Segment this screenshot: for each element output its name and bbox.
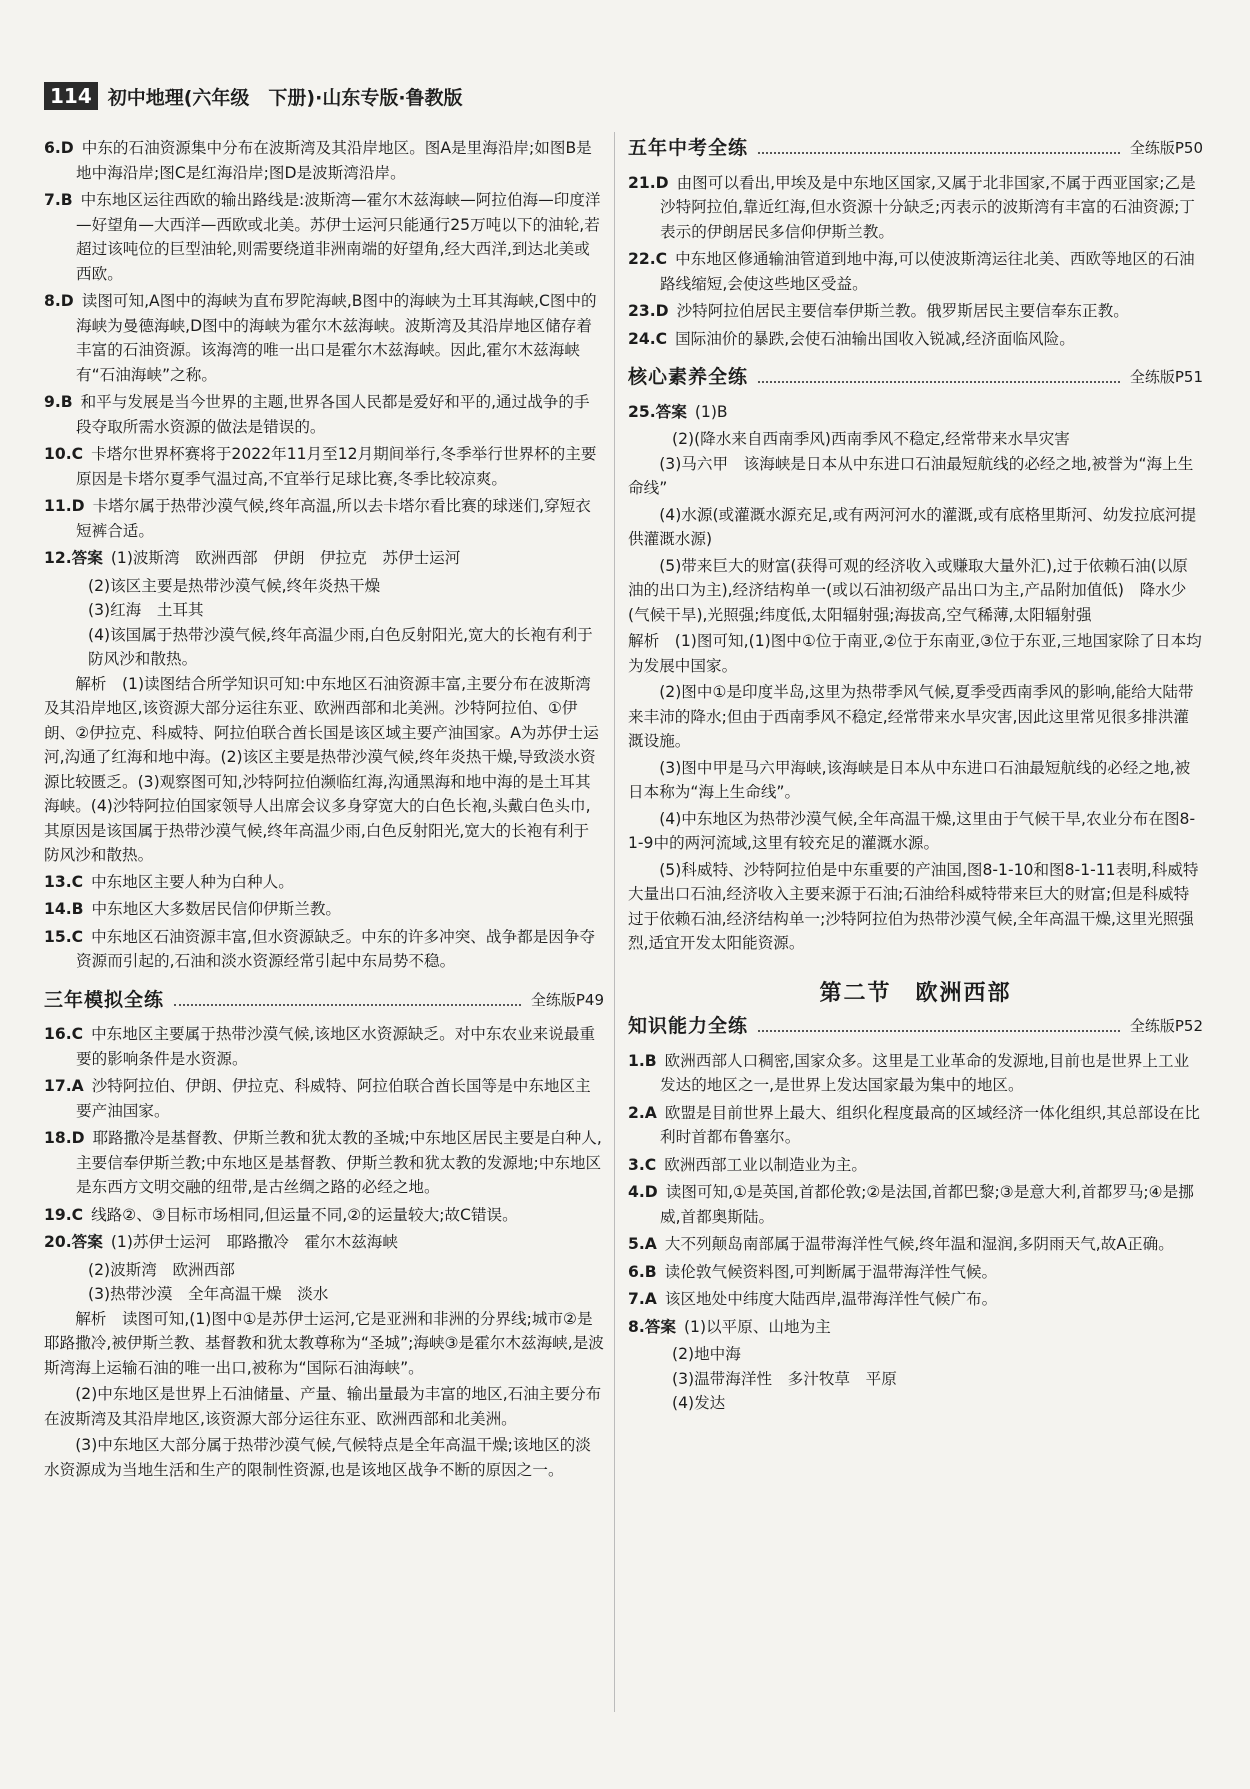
answer-3: 3.C 欧洲西部工业以制造业为主。 bbox=[628, 1155, 867, 1174]
section-header-five-year: 五年中考全练 全练版P50 bbox=[628, 137, 1203, 159]
page-header bbox=[44, 78, 463, 114]
page-number: 114 bbox=[44, 82, 98, 110]
answer-25-analysis-1: 解析 (1)图可知,(1)图中①位于南亚,②位于东南亚,③位于东亚,三地国家除了日本均为发展中国家。 bbox=[628, 632, 1202, 675]
answer-25-analysis-3: (3)图中甲是马六甲海峡,该海峡是日本从中东进口石油最短航线的必经之地,被日本称为“海上生命线”。 bbox=[628, 758, 1191, 801]
answer-7b: 7.A 该区地处中纬度大陆西岸,温带海洋性气候广布。 bbox=[628, 1290, 998, 1308]
answer-4: 4.D 读图可知,①是英国,首都伦敦;②是法国,首都巴黎;③是意大利,首都罗马;④是挪威,首都奥斯陆。 bbox=[628, 1183, 1194, 1226]
answer-20: 20.答案 (1)苏伊士运河 耶路撒冷 霍尔木兹海峡 bbox=[44, 1233, 398, 1251]
answer-12-part3: (3)红海 土耳其 bbox=[88, 601, 204, 619]
column-divider bbox=[614, 132, 615, 1712]
answer-17: 17.A 沙特阿拉伯、伊朗、伊拉克、科威特、阿拉伯联合酋长国等是中东地区主要产油国家。 bbox=[44, 1077, 591, 1120]
answer-1: 1.B 欧洲西部人口稠密,国家众多。这里是工业革命的发源地,目前也是世界上工业发达的地区之一,是世界上发达国家最为集中的地区。 bbox=[628, 1051, 1190, 1094]
left-column bbox=[44, 136, 604, 1484]
answer-13: 13.C 中东地区主要人种为白种人。 bbox=[44, 872, 294, 891]
answer-8b-part3: (3)温带海洋性 多汁牧草 平原 bbox=[672, 1369, 897, 1388]
section-header-three-year: 三年模拟全练 全练版P49 bbox=[44, 988, 604, 1011]
answer-20-analysis-3: (3)中东地区大部分属于热带沙漠气候,气候特点是全年高温干燥;该地区的淡水资源成为当地生活和生产的限制性资源,也是该地区战争不断的原因之一。 bbox=[44, 1436, 591, 1479]
answer-25-part5: (5)带来巨大的财富(获得可观的经济收入或赚取大量外汇),过于依赖石油(以原油的出口为主),经济结构单一(或以石油初级产品出口为主,产品附加值低) 降水少(气候干旱),光照强;纬度低,太阳辐射强;海拔高,空气稀薄,太阳辐射强 bbox=[628, 556, 1188, 624]
answer-8b: 8.答案 (1)以平原、山地为主 bbox=[628, 1317, 831, 1336]
right-column bbox=[628, 136, 1203, 1416]
answer-6: 6.D 中东的石油资源集中分布在波斯湾及其沿岸地区。图A是里海沿岸;如图B是地中海沿岸;图C是红海沿岸;图D是波斯湾沿岸。 bbox=[44, 139, 592, 182]
answer-20-part3: (3)热带沙漠 全年高温干燥 淡水 bbox=[88, 1285, 329, 1303]
answer-21: 21.D 由图可以看出,甲埃及是中东地区国家,又属于北非国家,不属于西亚国家;乙是沙特阿拉伯,靠近红海,但水资源十分缺乏;丙表示的波斯湾有丰富的石油资源;丁表示的伊朗居民多信仰伊斯兰教。 bbox=[628, 173, 1196, 241]
answer-12-part4: (4)该国属于热带沙漠气候,终年高温少雨,白色反射阳光,宽大的长袍有利于防风沙和散热。 bbox=[88, 625, 593, 668]
answer-25-analysis-2: (2)图中①是印度半岛,这里为热带季风气候,夏季受西南季风的影响,能给大陆带来丰沛的降水;但由于西南季风不稳定,经常带来水旱灾害,因此这里常见很多排洪灌溉设施。 bbox=[628, 683, 1194, 750]
answer-20-analysis-2: (2)中东地区是世界上石油储量、产量、输出量最为丰富的地区,石油主要分布在波斯湾及其沿岸地区,该资源大部分运往东亚、欧洲西部和北美洲。 bbox=[44, 1385, 602, 1428]
answer-14: 14.B 中东地区大多数居民信仰伊斯兰教。 bbox=[44, 900, 342, 918]
answer-6b: 6.B 读伦敦气候资料图,可判断属于温带海洋性气候。 bbox=[628, 1262, 998, 1281]
answer-22: 22.C 中东地区修通输油管道到地中海,可以使波斯湾运往北美、西欧等地区的石油路线缩短,会使这些地区受益。 bbox=[628, 250, 1195, 293]
answer-15: 15.C 中东地区石油资源丰富,但水资源缺乏。中东的许多冲突、战争都是因争夺资源而引起的,石油和淡水资源经常引起中东局势不稳。 bbox=[44, 927, 596, 970]
answer-20-part2: (2)波斯湾 欧洲西部 bbox=[88, 1260, 235, 1279]
answer-8b-part2: (2)地中海 bbox=[672, 1345, 741, 1363]
answer-18: 18.D 耶路撒冷是基督教、伊斯兰教和犹太教的圣城;中东地区居民主要是白种人,主要信奉伊斯兰教;中东地区是基督教、伊斯兰教和犹太教的发源地;中东地区是东西方文明交融的纽带,是古丝绸之路的必经之地。 bbox=[44, 1129, 602, 1196]
answer-7: 7.B 中东地区运往西欧的输出路线是:波斯湾—霍尔木兹海峡—阿拉伯海—印度洋—好望角—大西洋—西欧或北美。苏伊士运河只能通行25万吨以下的油轮,若超过该吨位的巨型油轮,则需要绕道非洲南端的好望角,经大西洋,到达北美或西欧。 bbox=[44, 191, 601, 283]
answer-25: 25.答案 (1)B bbox=[628, 402, 728, 421]
answer-25-analysis-5: (5)科威特、沙特阿拉伯是中东重要的产油国,图8-1-10和图8-1-11表明,科威特大量出口石油,经济收入主要来源于石油;石油给科威特带来巨大的财富;但是科威特过于依赖石油,经济结构单一;沙特阿拉伯为热带沙漠气候,全年高温干燥,这里光照强烈,适宜开发太阳能资源。 bbox=[628, 860, 1199, 952]
answer-25-part4: (4)水源(或灌溉水源充足,或有两河河水的灌溉,或有底格里斯河、幼发拉底河提供灌溉水源) bbox=[628, 505, 1197, 548]
answer-12: 12.答案 (1)波斯湾 欧洲西部 伊朗 伊拉克 苏伊士运河 bbox=[44, 549, 461, 567]
answer-12-part2: (2)该区主要是热带沙漠气候,终年炎热干燥 bbox=[88, 576, 381, 595]
answer-12-analysis: 解析 (1)读图结合所学知识可知:中东地区石油资源丰富,主要分布在波斯湾及其沿岸地区,该资源大部分运往东亚、欧洲西部和北美洲。沙特阿拉伯、①伊朗、②伊拉克、科威特、阿拉伯联合酋长国是该区域主要产油国家。A为苏伊士运河,沟通了红海和地中海。(2)该区主要是热带沙漠气候,终年炎热干燥,导致淡水资源比较匮乏。(3)观察图可知,沙特阿拉伯濒临红海,沟通黑海和地中海的是土耳其海峡。(4)沙特阿拉伯国家领导人出席会议多身穿宽大的白色长袍,头戴白色头巾,其原因是该国属于热带沙漠气候,终年高温少雨,白色反射阳光,宽大的长袍有利于防风沙和散热。 bbox=[44, 674, 599, 864]
answer-10: 10.C 卡塔尔世界杯赛将于2022年11月至12月期间举行,冬季举行世界杯的主要原因是卡塔尔夏季气温过高,不宜举行足球比赛,冬季比较凉爽。 bbox=[44, 445, 597, 488]
answer-8: 8.D 读图可知,A图中的海峡为直布罗陀海峡,B图中的海峡为土耳其海峡,C图中的海峡为曼德海峡,D图中的海峡为霍尔木兹海峡。波斯湾及其沿岸地区储存着丰富的石油资源。该海湾的唯一出口是霍尔木兹海峡。因此,霍尔木兹海峡有“石油海峡”之称。 bbox=[44, 292, 597, 384]
answer-23: 23.D 沙特阿拉伯居民主要信奉伊斯兰教。俄罗斯居民主要信奉东正教。 bbox=[628, 302, 1129, 320]
answer-19: 19.C 线路②、③目标市场相同,但运量不同,②的运量较大;故C错误。 bbox=[44, 1205, 518, 1224]
answer-25-part2: (2)(降水来自西南季风)西南季风不稳定,经常带来水旱灾害 bbox=[672, 430, 1070, 448]
answer-20-analysis-1: 解析 读图可知,(1)图中①是苏伊士运河,它是亚洲和非洲的分界线;城市②是耶路撒冷,被伊斯兰教、基督教和犹太教尊称为“圣城”;海峡③是霍尔木兹海峡,是波斯湾海上运输石油的唯一出口,被称为“国际石油海峡”。 bbox=[44, 1309, 604, 1377]
answer-25-analysis-4: (4)中东地区为热带沙漠气候,全年高温干燥,这里由于气候干旱,农业分布在图8-1-9中的两河流域,这里有较充足的灌溉水源。 bbox=[628, 809, 1196, 852]
answer-2: 2.A 欧盟是目前世界上最大、组织化程度最高的区域经济一体化组织,其总部设在比利时首都布鲁塞尔。 bbox=[628, 1103, 1200, 1146]
section-header-knowledge: 知识能力全练 全练版P52 bbox=[628, 1015, 1203, 1037]
answer-16: 16.C 中东地区主要属于热带沙漠气候,该地区水资源缺乏。对中东农业来说最重要的影响条件是水资源。 bbox=[44, 1025, 596, 1068]
section-header-core-literacy: 核心素养全练 全练版P51 bbox=[628, 366, 1203, 388]
book-title: 初中地理(六年级 下册)·山东专版·鲁教版 bbox=[107, 86, 463, 109]
answer-25-part3: (3)马六甲 该海峡是日本从中东进口石油最短航线的必经之地,被誉为“海上生命线” bbox=[628, 454, 1194, 497]
answer-11: 11.D 卡塔尔属于热带沙漠气候,终年高温,所以去卡塔尔看比赛的球迷们,穿短衣短裤合适。 bbox=[44, 497, 591, 540]
chapter-title: 第二节 欧洲西部 bbox=[819, 980, 1012, 1006]
answer-8b-part4: (4)发达 bbox=[672, 1394, 726, 1412]
answer-9: 9.B 和平与发展是当今世界的主题,世界各国人民都是爱好和平的,通过战争的手段夺取所需水资源的做法是错误的。 bbox=[44, 393, 590, 436]
answer-24: 24.C 国际油价的暴跌,会使石油输出国收入锐减,经济面临风险。 bbox=[628, 329, 1075, 348]
answer-5: 5.A 大不列颠岛南部属于温带海洋性气候,终年温和湿润,多阴雨天气,故A正确。 bbox=[628, 1235, 1174, 1253]
